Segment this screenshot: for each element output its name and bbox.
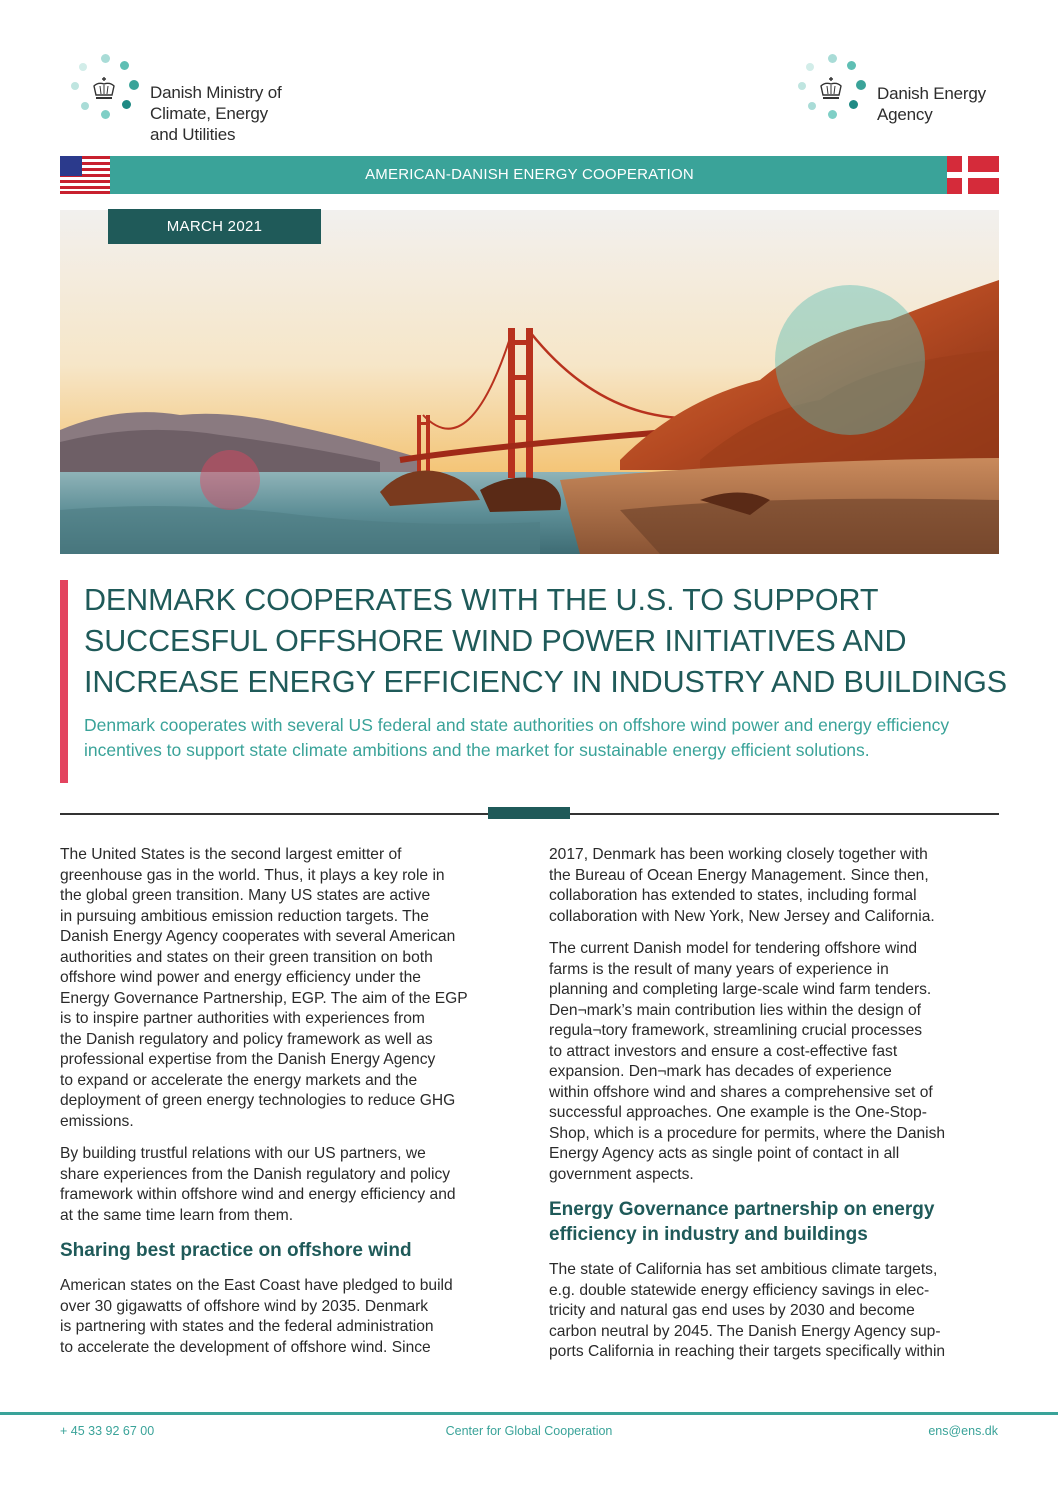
divider-mark bbox=[488, 807, 570, 819]
offshore-paragraph: American states on the East Coast have pledged to build over 30 gigawatts of offshore wind by 2035. Denmark is partnering with states and the federal administration to accelerate the development of offshore wind. Since bbox=[60, 1277, 453, 1356]
right-column bbox=[549, 845, 999, 1375]
tender-model-paragraph: The current Danish model for tendering offshore wind farms is the result of many years of experience in planning and completing large-scale wind farm tenders. Den¬mark’s main contribution lies within the design of regula¬tory framework, streamlining crucial processes to attract investors and ensure a cost-effective fast expansion. Den¬mark has decades of experience within offshore wind and shares a comprehensive set of successful approaches. One example is the One-Stop- Shop, which is a procedure for permits, where the Danish Energy Agency acts as single point of contact in all government aspects. bbox=[549, 940, 946, 1183]
agency-logo bbox=[795, 52, 986, 128]
cooperation-band bbox=[60, 156, 999, 194]
crown-dots-logo-icon bbox=[68, 52, 144, 128]
footer-email[interactable]: ens@ens.dk bbox=[928, 1424, 998, 1438]
partners-paragraph: By building trustful relations with our US partners, we share experiences from the Danish regulatory and policy framework within offshore wind and energy efficiency and at the same time learn from them. bbox=[60, 1145, 456, 1224]
page-title: DENMARK COOPERATES WITH THE U.S. TO SUPPORT SUCCESFUL OFFSHORE WIND POWER INITIATIVES AND INCREASE ENERGY EFFICIENCY IN INDUSTRY AND BUILDINGS bbox=[84, 583, 1007, 699]
footer-organization: Center for Global Cooperation bbox=[445, 1424, 613, 1438]
date-tag: MARCH 2021 bbox=[108, 209, 321, 244]
footer-phone: + 45 33 92 67 00 bbox=[60, 1424, 155, 1438]
crown-dots-logo-icon bbox=[795, 52, 871, 128]
section-heading-offshore-wind: Sharing best practice on offshore wind bbox=[60, 1240, 412, 1261]
headline-accent-bar bbox=[60, 580, 68, 783]
ministry-logo bbox=[68, 52, 282, 145]
golden-gate-bridge-photo bbox=[60, 210, 999, 554]
left-column bbox=[60, 845, 510, 1370]
band-title: AMERICAN-DANISH ENERGY COOPERATION bbox=[365, 166, 694, 183]
agency-name: Danish Energy Agency bbox=[877, 84, 986, 124]
footer-divider bbox=[0, 1412, 1058, 1415]
section-heading-energy-efficiency: Energy Governance partnership on energy efficiency in industry and buildings bbox=[549, 1199, 935, 1245]
boem-paragraph: 2017, Denmark has been working closely together with the Bureau of Ocean Energy Management. Since then, collaboration has extended to states, including formal collaboration with New York, New Jersey and California. bbox=[549, 846, 935, 925]
intro-paragraph: The United States is the second largest emitter of greenhouse gas in the world. Thus, it plays a key role in the global green transition. Many US states are active in pursuing ambitious emission reduction targets. The Danish Energy Agency cooperates with several American authorities and states on their green transition on both offshore wind power and energy efficiency under the Energy Governance Partnership, EGP. The aim of the EGP is to inspire partner authorities with experiences from the Danish regulatory and policy framework as well as professional expertise from the Danish Energy Agency to expand or accelerate the energy markets and the deployment of green energy technologies to reduce GHG emissions. bbox=[60, 846, 468, 1130]
california-paragraph: The state of California has set ambitious climate targets, e.g. double statewide energy efficiency savings in elec- tricity and natural gas end uses by 2030 and become carbon neutral by 2045. The Danish Energy Agency sup- ports California in reaching their targets specifically within bbox=[549, 1261, 946, 1360]
ministry-name: Danish Ministry of Climate, Energy and Utilities bbox=[150, 83, 282, 144]
denmark-flag-icon bbox=[947, 156, 999, 194]
lead-paragraph: Denmark cooperates with several US federal and state authorities on offshore wind power and energy efficiency incentives to support state climate ambitions and the market for sustainable energy efficient solutions. bbox=[84, 715, 950, 760]
